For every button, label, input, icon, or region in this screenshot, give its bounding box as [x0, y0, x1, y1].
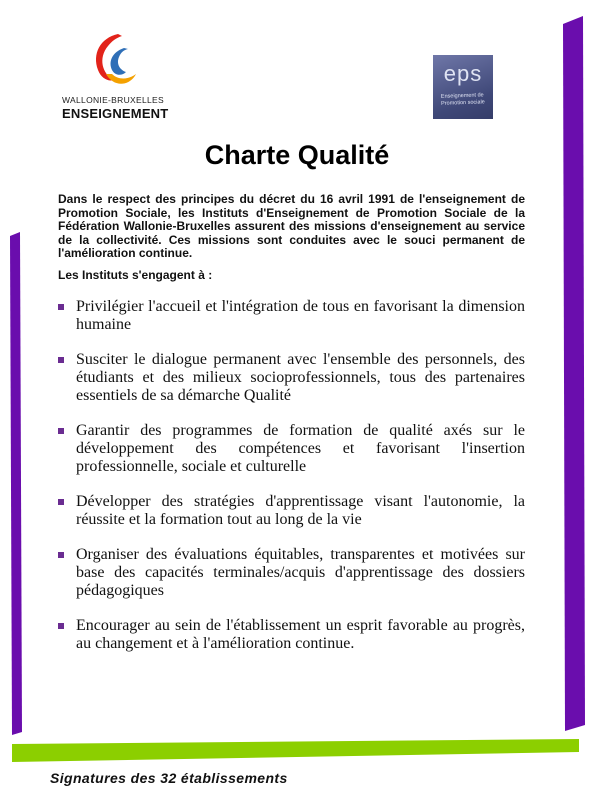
- bullet-icon: [58, 304, 64, 310]
- eps-logo-mark: eps: [443, 61, 483, 86]
- list-item-text: Garantir des programmes de formation de qualité axés sur le développement des compétences et favorisant l'insertion professionnelle, sociale et culturelle: [76, 422, 525, 475]
- commitments-list: [58, 298, 525, 670]
- engagement-lead: Les Instituts s'engagent à :: [58, 268, 213, 282]
- list-item-text: Privilégier l'accueil et l'intégration de tous en favorisant la dimension humaine: [76, 298, 525, 333]
- frame-right-bar: [563, 16, 585, 731]
- bullet-icon: [58, 499, 64, 505]
- list-item: [58, 422, 525, 476]
- list-item: [58, 351, 525, 405]
- fwb-logo-line1: WALLONIE-BRUXELLES: [62, 95, 164, 105]
- list-item: [58, 298, 525, 334]
- list-item-text: Organiser des évaluations équitables, transparentes et motivées sur base des capacités terminales/acquis d'apprentissage des dossiers pédagogiques: [76, 546, 525, 599]
- frame-bottom-bar: [12, 739, 579, 762]
- list-item-text: Encourager au sein de l'établissement un esprit favorable au progrès, au changement et à l'amélioration continue.: [76, 617, 525, 652]
- signatures-footer: Signatures des 32 établissements: [50, 770, 288, 786]
- fwb-logo-line2: ENSEIGNEMENT: [62, 106, 169, 121]
- list-item: [58, 546, 525, 600]
- bullet-icon: [58, 428, 64, 434]
- list-item: [58, 617, 525, 653]
- frame-left-bar: [10, 232, 22, 735]
- list-item: [58, 493, 525, 529]
- list-item-text: Susciter le dialogue permanent avec l'ensemble des personnels, des étudiants et des milieux socioprofessionnels, tous des partenaires essentiels de sa démarche Qualité: [76, 351, 525, 404]
- bullet-icon: [58, 623, 64, 629]
- list-item-text: Développer des stratégies d'apprentissage visant l'autonomie, la réussite et la formation tout au long de la vie: [76, 493, 525, 528]
- bullet-icon: [58, 552, 64, 558]
- eps-logo: [433, 55, 493, 119]
- fwb-logo: [58, 30, 168, 126]
- intro-paragraph: Dans le respect des principes du décret du 16 avril 1991 de l'enseignement de Promotion Sociale, les Instituts d'Enseignement de Promotion Sociale de la Fédération Wallonie-Bruxelles assurent des missions d'enseignement au service de la collectivité. Ces missions sont conduites avec le souci permanent de l'amélioration continue.: [58, 192, 525, 261]
- fwb-logo-mark-icon: [88, 30, 140, 92]
- eps-logo-subtitle: Enseignement de Promotion sociale: [440, 92, 485, 107]
- bullet-icon: [58, 357, 64, 363]
- page-title: Charte Qualité: [204, 140, 390, 170]
